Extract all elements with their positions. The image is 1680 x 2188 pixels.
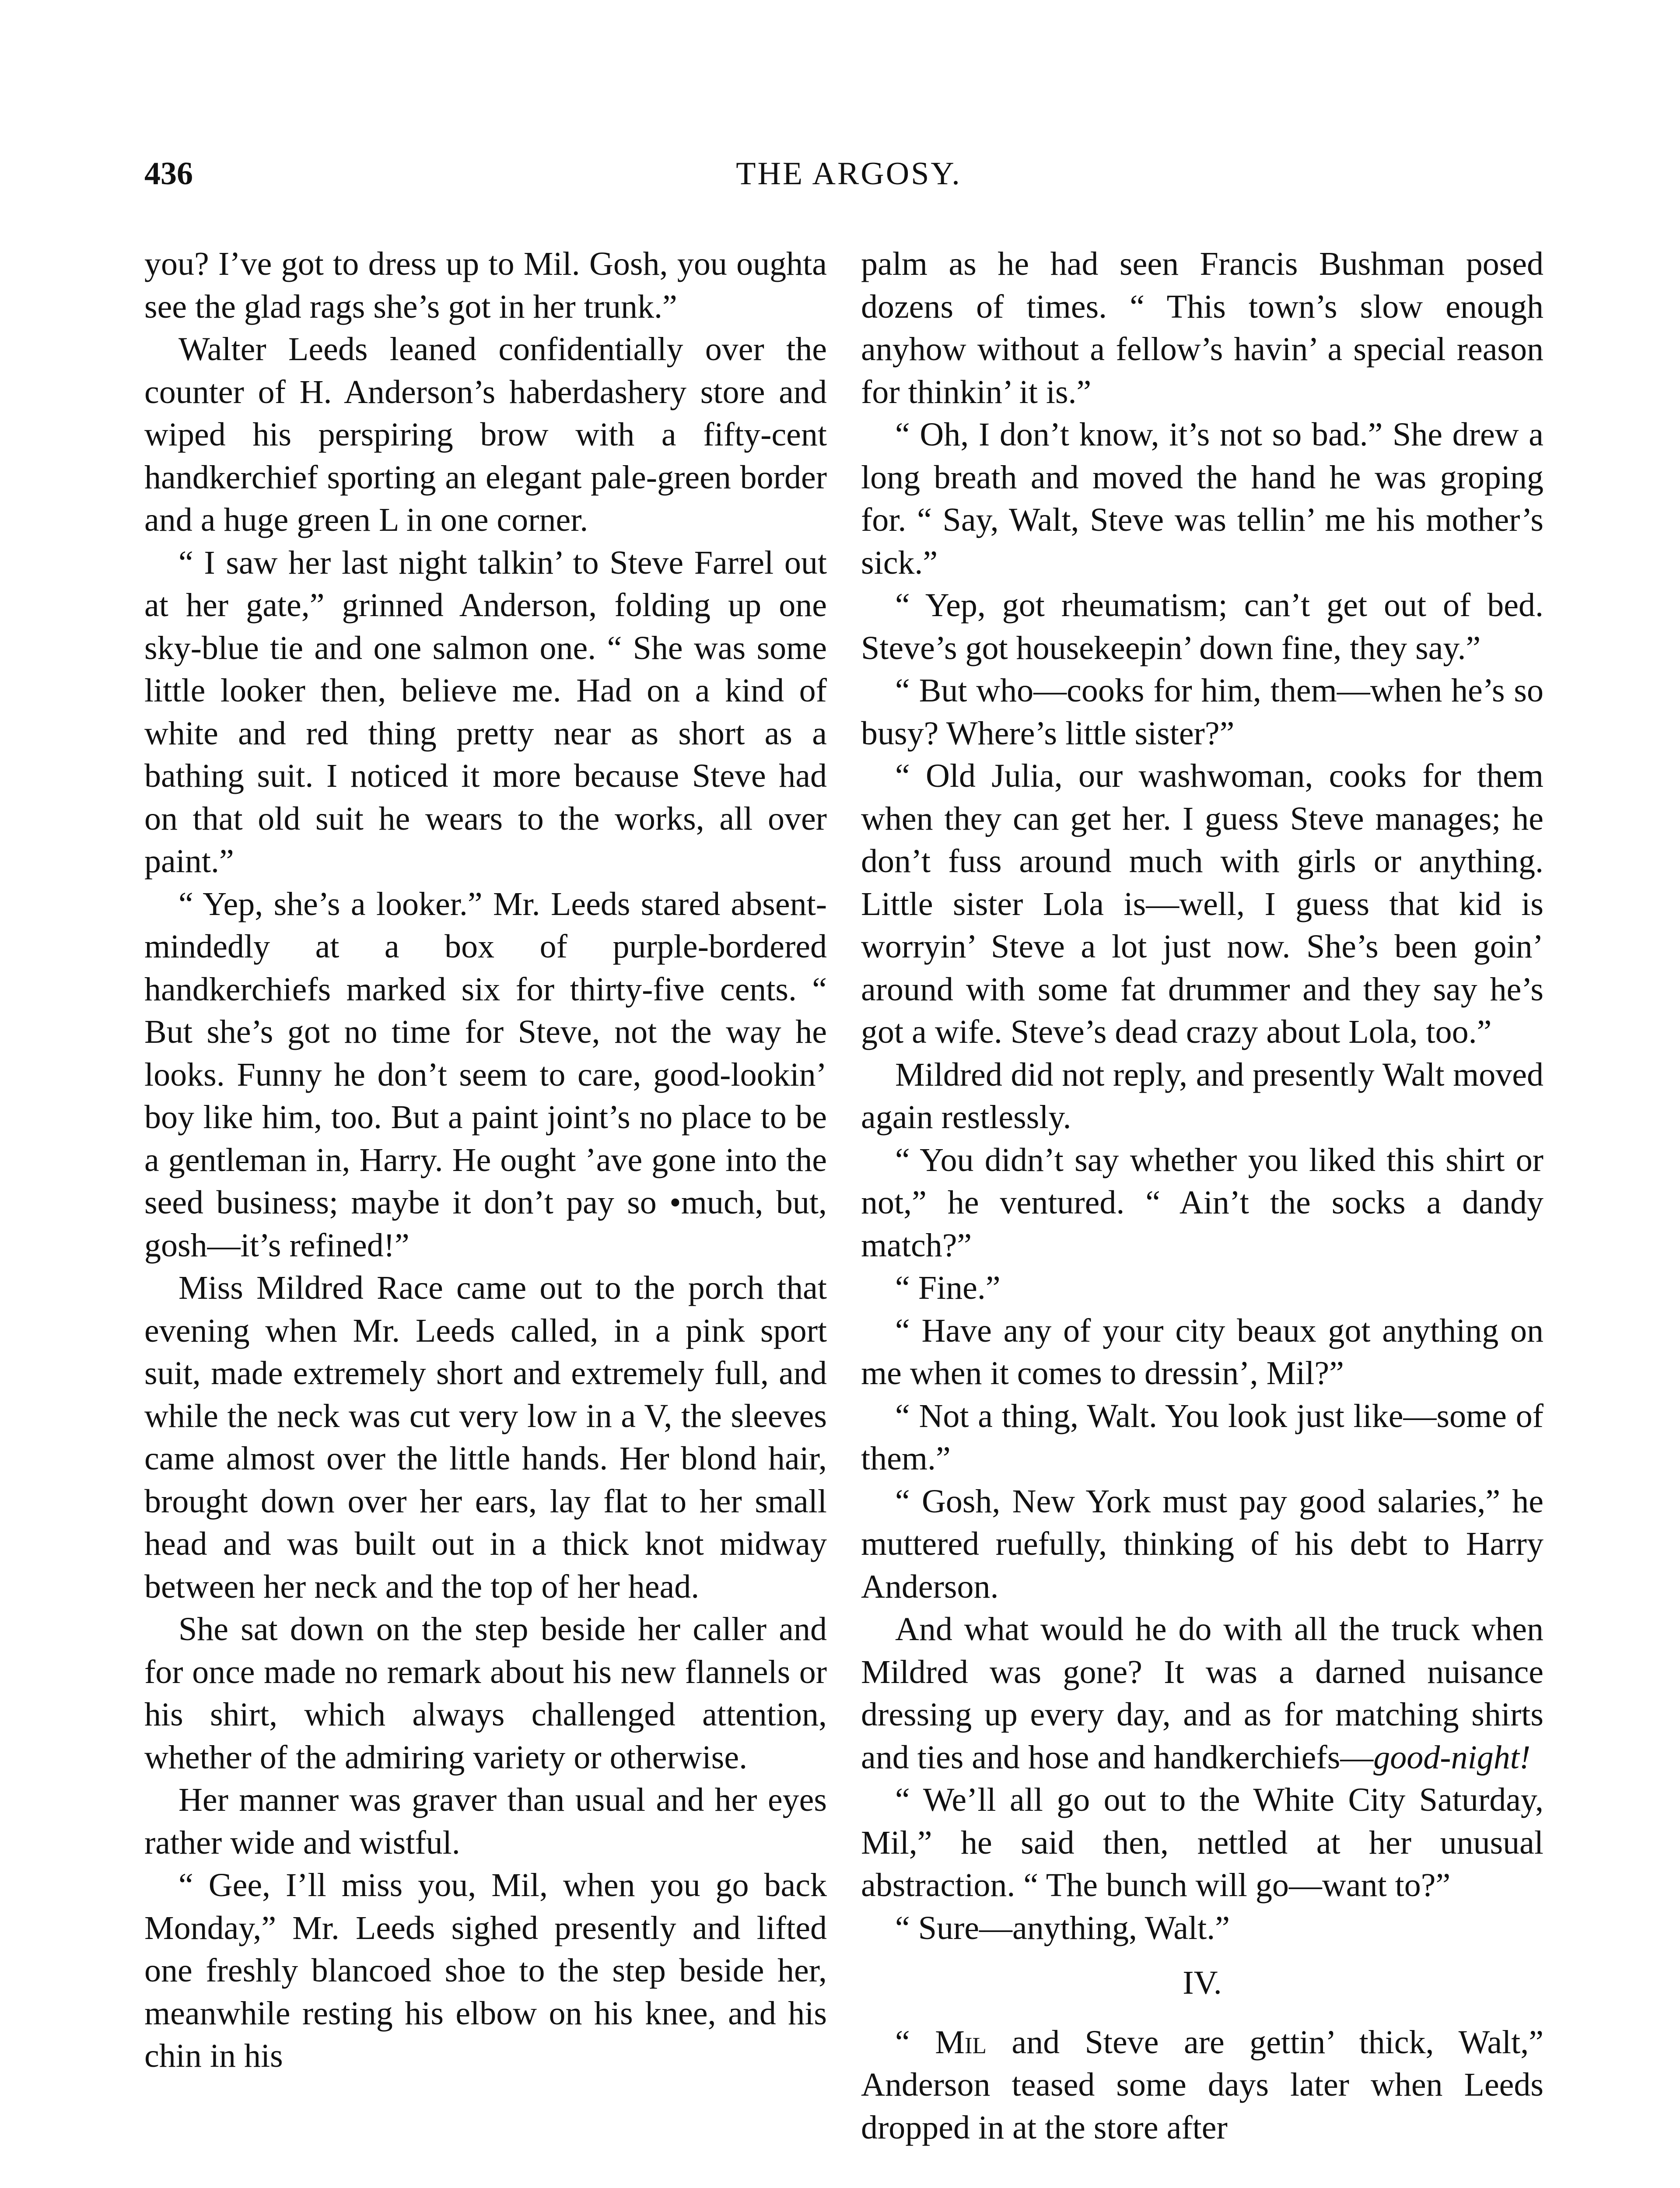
paragraph: “ We’ll all go out to the White City Saturday, Mil,” he said then, nettled at her unusual abstraction. “ The bunch will go—want to?” bbox=[861, 1781, 1544, 1904]
paragraph: “ Not a thing, Walt. You look just like—some of them.” bbox=[861, 1397, 1544, 1477]
paragraph: “ But who—cooks for him, them—when he’s so busy? Where’s little sister?” bbox=[861, 672, 1544, 752]
paragraph: “ Gosh, New York must pay good salaries,” he muttered ruefully, thinking of his debt to Harry Anderson. bbox=[861, 1483, 1544, 1605]
paragraph: “ Fine.” bbox=[895, 1269, 1001, 1306]
paragraph: Miss Mildred Race came out to the porch that evening when Mr. Leeds called, in a pink sport suit, made extremely short and extremely full, and while the neck was cut very low in a V, the sleeves came almost over the little hands. Her blond hair, brought down over her ears, lay flat to her small head and was built out in a thick knot midway between her neck and the top of her head. bbox=[144, 1269, 827, 1605]
paragraph: “ You didn’t say whether you liked this shirt or not,” he ventured. “ Ain’t the socks a dandy match?” bbox=[861, 1141, 1544, 1264]
paragraph-text: And what would he do with all the truck when Mildred was gone? It was a darned nuisance dressing up every day, and as for matching shirts and ties and hose and handkerchiefs— bbox=[861, 1611, 1544, 1776]
paragraph: “ Yep, she’s a looker.” Mr. Leeds stared absent-mindedly at a box of purple-bordered handkerchiefs marked six for thirty-five cents. “ But she’s got no time for Steve, not the way he looks. Funny he don’t seem to care, good-lookin’ boy like him, too. But a paint joint’s no place to be a gentleman in, Harry. He ought ’ave gone into the seed business; maybe it don’t pay so •much, but, gosh—it’s refined!” bbox=[144, 885, 827, 1264]
paragraph: palm as he had seen Francis Bushman posed dozens of times. “ This town’s slow enough anyhow without a fellow’s havin’ a special reason for thinkin’ it is.” bbox=[861, 245, 1544, 410]
italic-phrase: good-night! bbox=[1373, 1739, 1531, 1776]
paragraph: Mildred did not reply, and presently Walt moved again restlessly. bbox=[861, 1056, 1544, 1136]
paragraph: “ Have any of your city beaux got anything on me when it comes to dressin’, Mil?” bbox=[861, 1312, 1544, 1392]
paragraph: Walter Leeds leaned confidentially over the counter of H. Anderson’s haberdashery store and wiped his perspiring brow with a fifty-cent handkerchief sporting an elegant pale-green border and a huge green L in one corner. bbox=[144, 331, 827, 538]
running-title: THE ARGOSY. bbox=[736, 156, 962, 192]
paragraph: Her manner was graver than usual and her eyes rather wide and wistful. bbox=[144, 1781, 827, 1861]
paragraph: “ Yep, got rheumatism; can’t get out of bed. Steve’s got housekeepin’ down fine, they say.” bbox=[861, 587, 1544, 666]
paragraph: “ Sure—anything, Walt.” bbox=[895, 1909, 1230, 1946]
opening-quote: “ bbox=[895, 2023, 935, 2061]
paragraph-text: and Steve are gettin’ thick, Walt,” Anderson teased some days later when Leeds dropped in at the store after bbox=[861, 2023, 1544, 2146]
small-caps-word: Mil bbox=[935, 2023, 987, 2061]
paragraph: She sat down on the step beside her caller and for once made no remark about his new flannels or his shirt, which always challenged attention, whether of the admiring variety or otherwise. bbox=[144, 1611, 827, 1776]
paragraph: “ Old Julia, our washwoman, cooks for them when they can get her. I guess Steve manages; he don’t fuss around much with girls or anything. Little sister Lola is—well, I guess that kid is worryin’ Steve a lot just now. She’s been goin’ around with some fat drummer and they say he’s got a wife. Steve’s dead crazy about Lola, too.” bbox=[861, 757, 1544, 1050]
page-number: 436 bbox=[144, 156, 193, 192]
right-column bbox=[861, 243, 1544, 2149]
paragraph bbox=[861, 2021, 1544, 2149]
paragraph: you? I’ve got to dress up to Mil. Gosh, you oughta see the glad rags she’s got in her trunk.” bbox=[144, 245, 827, 325]
page-header bbox=[144, 155, 1553, 203]
paragraph: “ Gee, I’ll miss you, Mil, when you go back Monday,” Mr. Leeds sighed presently and lifted one freshly blancoed shoe to the step beside her, meanwhile resting his elbow on his knee, and his chin in his bbox=[144, 1867, 827, 2074]
section-heading: IV. bbox=[1183, 1964, 1222, 2001]
paragraph: “ I saw her last night talkin’ to Steve Farrel out at her gate,” grinned Anderson, folding up one sky-blue tie and one salmon one. “ She was some little looker then, believe me. Had on a kind of white and red thing pretty near as short as a bathing suit. I noticed it more because Steve had on that old suit he wears to the works, all over paint.” bbox=[144, 544, 827, 880]
left-column bbox=[144, 243, 827, 2078]
paragraph bbox=[861, 1608, 1544, 1779]
paragraph: “ Oh, I don’t know, it’s not so bad.” She drew a long breath and moved the hand he was groping for. “ Say, Walt, Steve was tellin’ me his mother’s sick.” bbox=[861, 416, 1544, 581]
